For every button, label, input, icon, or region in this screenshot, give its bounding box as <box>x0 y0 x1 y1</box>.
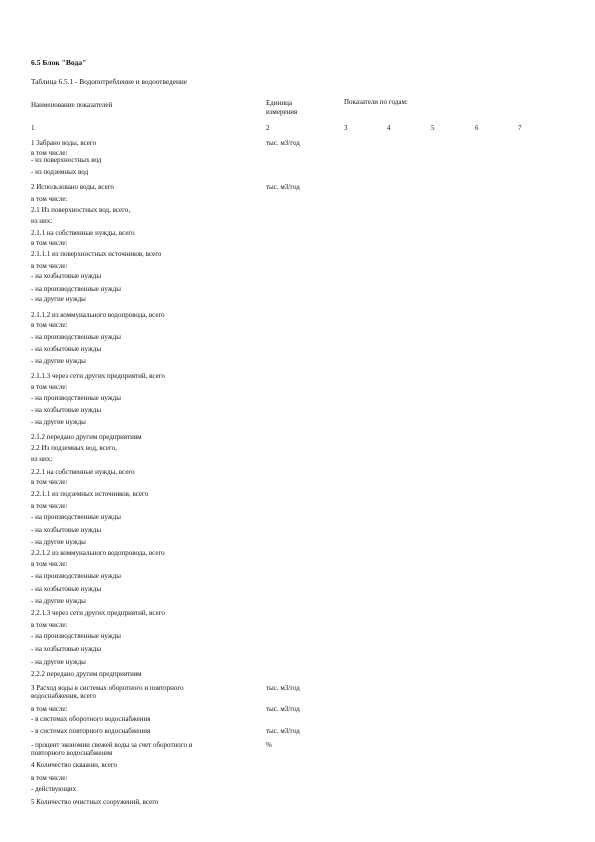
row-name <box>31 321 68 329</box>
row-name <box>31 658 86 666</box>
row-name <box>31 272 101 280</box>
row-name-line: водоснабжения, всего <box>31 692 96 700</box>
row-name-line: в том числе: <box>31 621 68 629</box>
row-unit: тыс. м3/год <box>266 139 300 147</box>
row-name-line: - на хозбытовые нужды <box>31 585 102 593</box>
row-name <box>31 295 86 303</box>
column-number: 4 <box>387 124 391 132</box>
column-number: 5 <box>431 124 435 132</box>
row-name <box>31 632 121 640</box>
row-name <box>31 513 121 521</box>
row-name-line: - процент экономии свежей воды за счет оборотного и <box>31 741 193 749</box>
row-name <box>31 250 161 258</box>
row-name <box>31 372 165 380</box>
row-name-line: в том числе: <box>31 478 68 486</box>
row-name-line: - в системах повторного водоснабжения <box>31 727 151 735</box>
row-name <box>31 705 68 713</box>
row-name <box>31 139 96 147</box>
row-name-line: 5 Количество очистных сооружений, всего <box>31 798 159 806</box>
row-name-line: - на хозбытовые нужды <box>31 272 102 280</box>
row-name-line: в том числе: <box>31 262 68 270</box>
row-name <box>31 217 52 225</box>
row-name <box>31 502 68 510</box>
row-name <box>31 206 130 214</box>
row-name <box>31 394 121 402</box>
row-name <box>31 621 68 629</box>
row-name-line: в том числе: <box>31 321 68 329</box>
row-name-line: 2.2.1.1 из подземных источников, всего <box>31 490 149 498</box>
row-name-line: в том числе: <box>31 195 68 203</box>
row-name-line: - в системах оборотного водоснабжения <box>31 715 151 723</box>
row-name-line: - на хозбытовые нужды <box>31 645 102 653</box>
row-name <box>31 333 121 341</box>
header-unit-line1: Единица <box>266 99 292 107</box>
row-name-line: - из подземных вод <box>31 168 89 176</box>
row-name-line: 2.1 Из поверхностных вод, всего, <box>31 206 131 214</box>
row-name-line: 2.2 Из подземных вод, всего, <box>31 444 117 452</box>
row-name-line: - на другие нужды <box>31 538 86 546</box>
table-caption: Таблица 6.5.1 - Водопотребление и водоотведение <box>31 77 188 86</box>
row-name <box>31 609 165 617</box>
column-number: 1 <box>31 124 35 132</box>
row-unit: % <box>266 741 272 749</box>
row-name-line: в том числе: <box>31 149 68 157</box>
row-name-line: - на хозбытовые нужды <box>31 345 102 353</box>
header-name: Наименование показателей <box>31 101 113 109</box>
row-name <box>31 229 135 237</box>
row-name <box>31 785 76 793</box>
row-name-line: 2 Использовано воды, всего <box>31 183 114 191</box>
row-name-line: в том числе: <box>31 383 68 391</box>
row-unit: тыс. м3/год <box>266 705 300 713</box>
row-name-line: - на другие нужды <box>31 658 86 666</box>
row-name <box>31 156 101 164</box>
row-name <box>31 345 101 353</box>
row-name-line: 2.2.1.2 из коммунального водопровода, всего <box>31 549 165 557</box>
row-name <box>31 645 101 653</box>
row-name-line: - на хозбытовые нужды <box>31 406 102 414</box>
row-name-line: 4 Количество скважин, всего <box>31 761 118 769</box>
row-name-line: 2.1.1.3 через сети других предприятий, всего <box>31 372 165 380</box>
row-name <box>31 538 86 546</box>
row-name <box>31 239 68 247</box>
header-unit <box>266 99 297 117</box>
row-name <box>31 168 88 176</box>
row-name-line: - действующих <box>31 785 77 793</box>
row-name-line: в том числе: <box>31 560 68 568</box>
row-name-line: - на производственные нужды <box>31 333 121 341</box>
row-name-line: - на производственные нужды <box>31 513 121 521</box>
row-name-line: - на производственные нужды <box>31 572 121 580</box>
row-name-line: в том числе: <box>31 502 68 510</box>
row-name-line: 1 Забрано воды, всего <box>31 139 97 147</box>
row-name <box>31 455 52 463</box>
row-name <box>31 444 117 452</box>
row-name-line: - на другие нужды <box>31 418 86 426</box>
column-number: 3 <box>344 124 348 132</box>
row-name-line: 2.2.1.3 через сети других предприятий, всего <box>31 609 165 617</box>
row-name-line: 2.1.1 на собственные нужды, всего <box>31 229 135 237</box>
row-name <box>31 597 86 605</box>
row-name <box>31 490 148 498</box>
row-name-line: 3 Расход воды в системах оборотного и повторного <box>31 684 184 692</box>
row-name <box>31 311 165 319</box>
column-number: 6 <box>475 124 479 132</box>
row-name-line: из них: <box>31 217 53 225</box>
row-name <box>31 572 121 580</box>
row-name <box>31 262 68 270</box>
row-name-line: - на производственные нужды <box>31 632 121 640</box>
row-name <box>31 418 86 426</box>
section-title: 6.5 Блок "Вода" <box>31 58 87 67</box>
row-name <box>31 727 150 735</box>
row-name-line: в том числе: <box>31 705 68 713</box>
header-years: Показатели по годам: <box>344 98 408 106</box>
row-name-line: повторного водоснабжения <box>31 749 113 757</box>
row-name-line: 2.1.1.1 из поверхностных источников, всего <box>31 250 162 258</box>
row-name <box>31 526 101 534</box>
row-name <box>31 383 68 391</box>
row-name-line: - из поверхностных вод <box>31 156 102 164</box>
row-name <box>31 549 165 557</box>
row-name-line: 2.2.2 передано другим предприятиям <box>31 670 142 678</box>
row-name-line: - на хозбытовые нужды <box>31 526 102 534</box>
row-name <box>31 285 121 293</box>
row-name <box>31 468 135 476</box>
row-name <box>31 560 68 568</box>
row-name-line: - на производственные нужды <box>31 285 121 293</box>
row-name <box>31 670 142 678</box>
row-name-line: 2.2.1 на собственные нужды, всего <box>31 468 135 476</box>
row-name-line: 2.1.2 передано другим предприятиям <box>31 433 142 441</box>
row-name-line: 2.1.1.2 из коммунального водопровода, всего <box>31 311 165 319</box>
row-name <box>31 183 114 191</box>
row-name-line: - на другие нужды <box>31 597 86 605</box>
row-name-line: - на другие нужды <box>31 357 86 365</box>
row-unit: тыс. м3/год <box>266 727 300 735</box>
row-unit: тыс. м3/год <box>266 684 300 692</box>
row-name <box>31 195 68 203</box>
row-name <box>31 761 117 769</box>
row-name <box>31 433 142 441</box>
row-name <box>31 478 68 486</box>
row-name <box>31 684 184 700</box>
row-unit: тыс. м3/год <box>266 183 300 191</box>
row-name <box>31 798 158 806</box>
row-name <box>31 774 68 782</box>
row-name <box>31 585 101 593</box>
row-name-line: - на производственные нужды <box>31 394 121 402</box>
row-name <box>31 741 192 757</box>
row-name-line: - на другие нужды <box>31 295 86 303</box>
row-name-line: из них: <box>31 455 53 463</box>
column-number: 7 <box>518 124 522 132</box>
row-name <box>31 406 101 414</box>
column-number: 2 <box>266 124 270 132</box>
header-unit-line2: измерения <box>266 108 298 116</box>
row-name <box>31 357 86 365</box>
row-name-line: в том числе: <box>31 239 68 247</box>
row-name-line: в том числе: <box>31 774 68 782</box>
row-name <box>31 715 150 723</box>
